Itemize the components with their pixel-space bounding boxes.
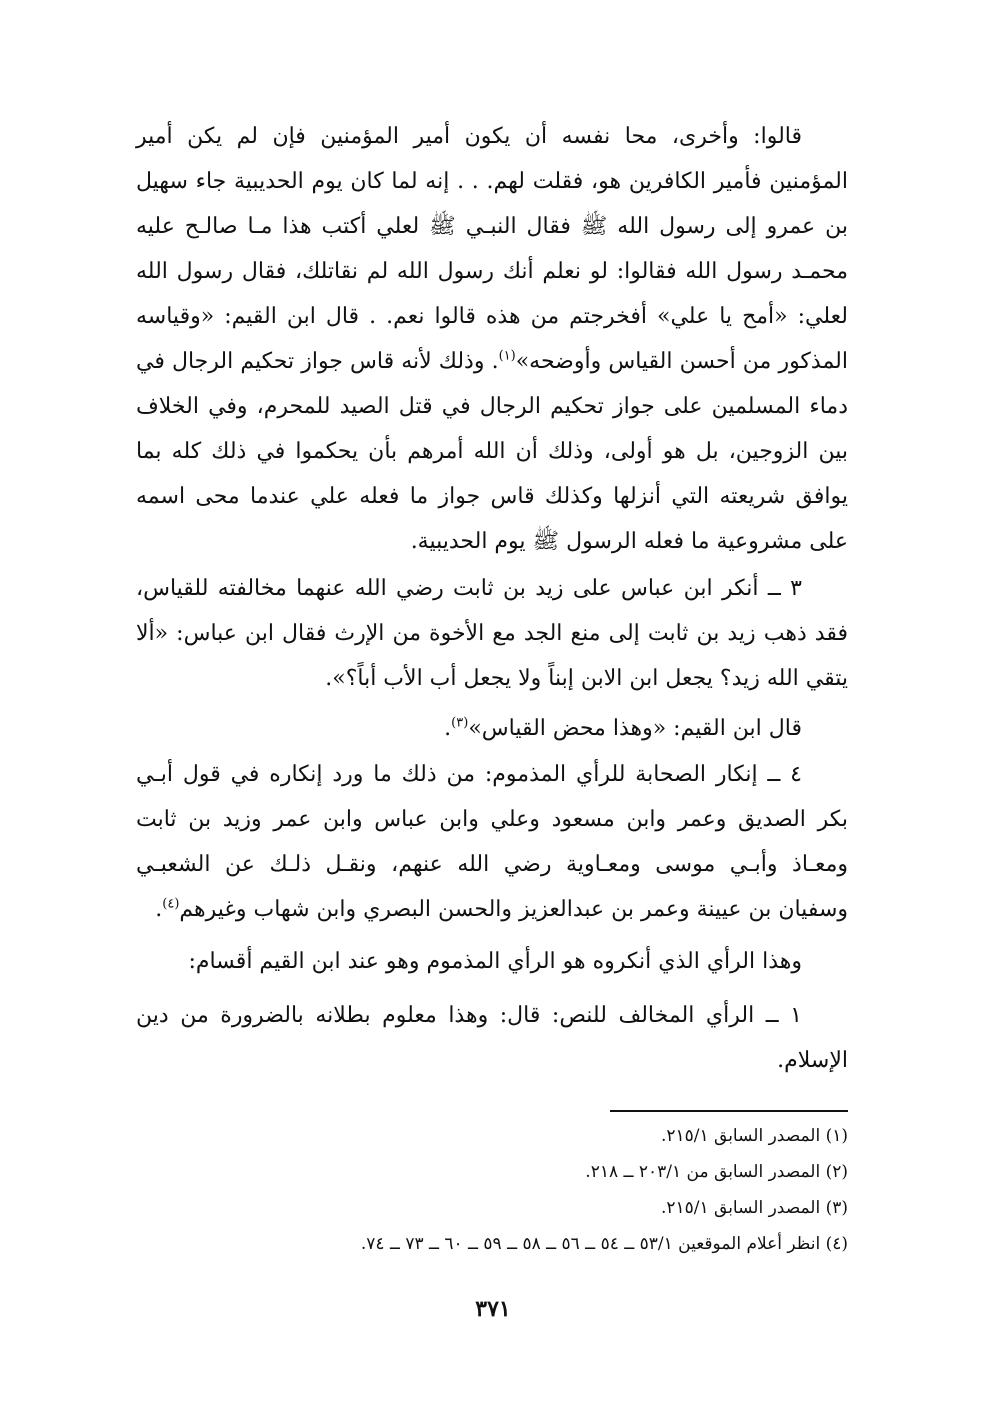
paragraph-3-text-part-2: . [444,716,452,741]
paragraph-1-text-part-1: قالوا: وأخرى، محا نفسه أن يكون أمير المؤمنين فإن لم يكن أمير المؤمنين فأمير الكافرين هو، فقلت لهم. . . إنه لما كان يوم الحديبية جاء سهيل بن عمرو إلى رسول الله ﷺ فقال النبـي ﷺ لعلي أكتب هذا مـا صالـح عليه محمـد رسول الله فقالوا: لو نعلم أنك رسول الله لم نقاتلك، فقال رسول الله لعلي: «أمح يا علي» أفخرجتم من هذه قالوا نعم. . قال ابن القيم: «وقياسه المذكور من أحسن القياس وأوضحه» [136,124,848,374]
paragraph-6 [136,993,848,1083]
footnote-ref-4: (٤) [162,896,180,912]
paragraph-2-text: ٣ ــ أنكر ابن عباس على زيد بن ثابت رضي الله عنهما مخالفته للقياس، فقد ذهب زيد بن ثابت إلى منع الجد مع الأخوة من الإرث فقال ابن عباس: «ألا يتقي الله زيد؟ يجعل ابن الابن إبناً ولا يجعل أب الأب أباً؟». [136,576,848,691]
paragraph-4-text-part-2: . [155,897,163,922]
paragraph-4 [136,752,848,932]
footnotes [200,1118,848,1262]
footnote-ref-1: (١) [498,348,516,364]
footnote-3: (٣) المصدر السابق ٢١٥/١. [660,1198,848,1218]
footnote-4: (٤) انظر أعلام الموقعين ٥٣/١ ــ ٥٤ ــ ٥٦ ــ ٥٨ ــ ٥٩ ــ ٦٠ ــ ٧٣ ــ ٧٤. [360,1234,848,1254]
footnote-ref-3: (٣) [451,715,469,731]
paragraph-3-text-part-1: قال ابن القيم: «وهذا محض القياس» [468,716,802,741]
page-number: ٣٧١ [475,1296,511,1322]
footnote-1: (١) المصدر السابق ٢١٥/١. [660,1126,848,1146]
paragraph-5 [136,939,848,984]
paragraph-2 [136,566,848,701]
footnote-2: (٢) المصدر السابق من ٢٠٣/١ ــ ٢١٨. [585,1162,848,1182]
paragraph-3-text [136,706,848,751]
paragraph-5-text: وهذا الرأي الذي أنكروه هو الرأي المذموم وهو عند ابن القيم أقسام: [188,949,802,974]
paragraph-4-text [136,752,848,932]
footnote-divider [610,1110,848,1112]
paragraph-4-text-part-1: ٤ ــ إنكار الصحابة للرأي المذموم: من ذلك ما ورد إنكاره في قول أبـي بكر الصديق وعمر وابن مسعود وعلي وابن عباس وابن عمر وزيد بن ثابت ومعـاذ وأبـي موسى ومعـاوية رضي الله عنهم، ونقـل ذلـك عن الشعبـي وسفيان بن عيينة وعمر بن عبدالعزيز والحسن البصري وابن شهاب وغيرهم [136,762,848,922]
paragraph-1 [136,114,848,564]
paragraph-1-text [136,114,848,564]
paragraph-6-text: ١ ــ الرأي المخالف للنص: قال: وهذا معلوم بطلانه بالضرورة من دين الإسلام. [136,1003,848,1073]
paragraph-3 [136,706,848,751]
paragraph-1-text-part-2: . وذلك لأنه قاس جواز تحكيم الرجال في دماء المسلمين على جواز تحكيم الرجال في قتل الصيد للمحرم، وفي الخلاف بين الزوجين، بل هو أولى، وذلك أن الله أمرهم بأن يحكموا في ذلك كله بما يوافق شريعته التي أنزلها وكذلك قاس جواز ما فعله علي عندما محى اسمه على مشروعية ما فعله الرسول ﷺ يوم الحديبية. [136,349,848,554]
